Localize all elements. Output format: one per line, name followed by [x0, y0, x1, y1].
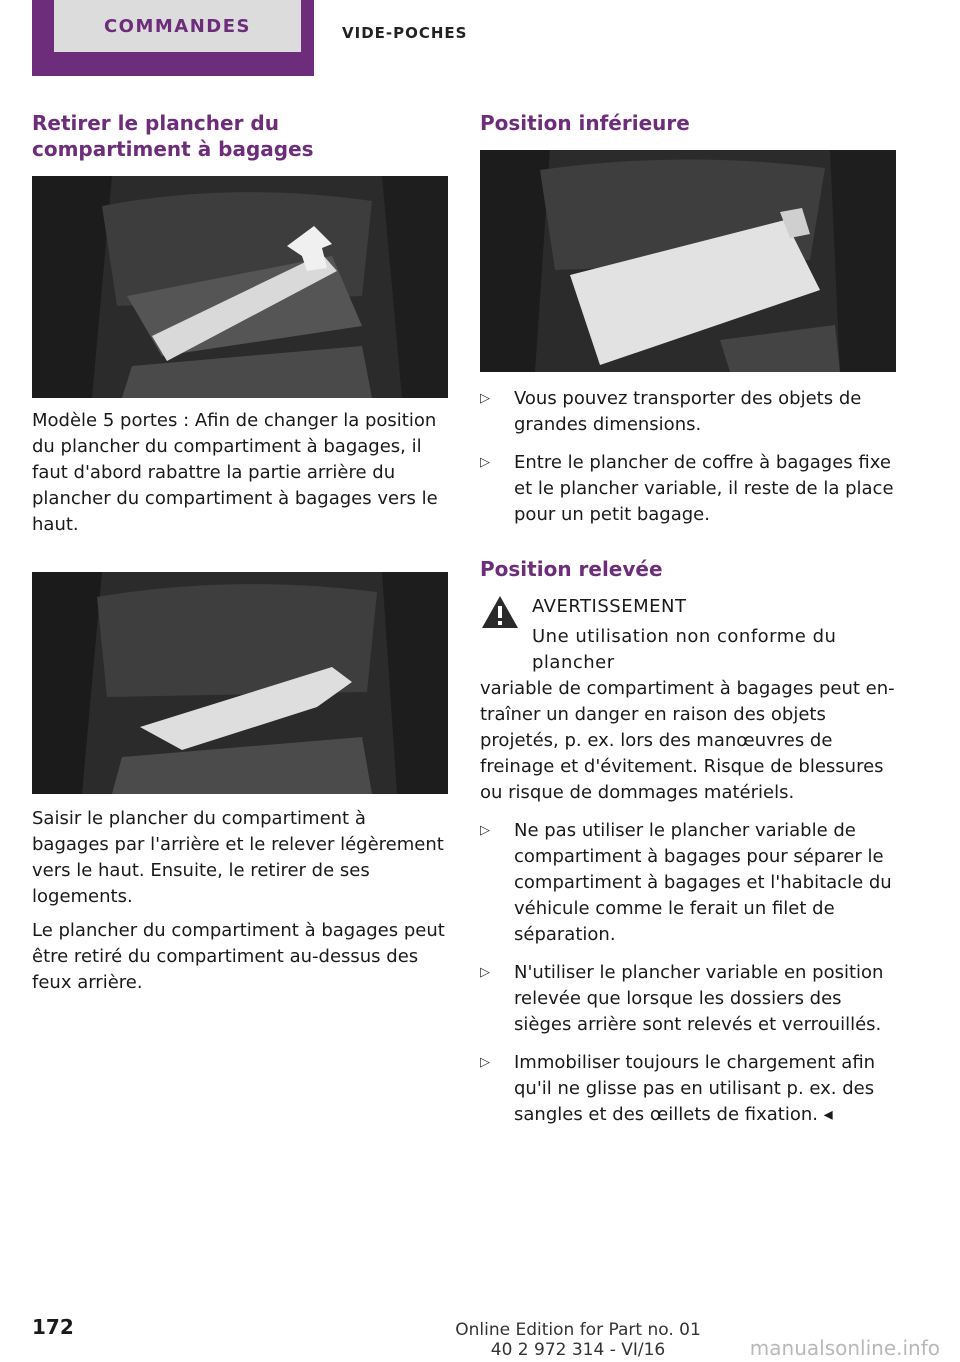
warning-text: variable de compartiment à bagages peut entraîner un danger en raison des objets projetés, p. ex. lors des manœuvres de freinage et d'évitement. Risque de blessures ou risque de dommages matériels.: [480, 678, 895, 803]
warning-triangle-icon: [480, 594, 520, 630]
warning-block: [480, 594, 896, 806]
photo-trunk-floor-lifted: [32, 176, 448, 398]
chapter-tab-label-box: [54, 0, 301, 52]
para-remove-above-lights: Le plancher du compartiment à bagages peut être retiré du compartiment au-dessus des feux arrière.: [32, 920, 445, 993]
photo-lower-position: [480, 150, 896, 372]
chapter-tab-label: COMMANDES: [103, 15, 252, 37]
warning-title: AVERTISSEMENT: [532, 596, 687, 617]
triangle-bullet-icon: ▷: [480, 455, 490, 470]
list-item: ▷ N'utiliser le plancher variable en position relevée que lorsque les dossiers des sièges arrière sont relevés et verrouillés.: [480, 962, 884, 1035]
heading-lower-position: Position inférieure: [480, 111, 690, 135]
warning-first-line: Une utilisation non conforme du plancher: [532, 626, 837, 673]
list-item: ▷ Ne pas utiliser le plancher variable de compartiment à bagages pour séparer le compartiment à bagages et l'habitacle du véhicule comme le ferait un filet de séparation.: [480, 820, 892, 945]
list-item: ▷ Immobiliser toujours le chargement afin qu'il ne glisse pas en utilisant p. ex. des sangles et des œillets de fixation. ◂: [480, 1052, 876, 1125]
page-number: 172: [32, 1315, 74, 1339]
watermark: manualsonline.info: [749, 1336, 940, 1360]
edition-footer: Online Edition for Part no. 01 40 2 972 314 - VI/16: [455, 1320, 701, 1360]
photo-trunk-floor-grab: [32, 572, 448, 794]
para-5-door-model: Modèle 5 portes : Afin de changer la position du plancher du compartiment à bagages, il faut d'abord rabattre la partie arrière du plancher du compartiment à bagages vers le haut.: [32, 410, 438, 535]
right-column: [480, 110, 896, 1140]
triangle-bullet-icon: ▷: [480, 1055, 490, 1070]
heading-remove-floor: Retirer le plancher du compartiment à bagages: [32, 111, 314, 161]
triangle-bullet-icon: ▷: [480, 391, 490, 406]
left-column: [32, 110, 448, 996]
triangle-bullet-icon: ▷: [480, 823, 490, 838]
bullets-raised-position: [480, 818, 896, 1128]
para-grab-floor: Saisir le plancher du compartiment à bagages par l'arrière et le relever légèrement vers le haut. Ensuite, le retirer de ses logements.: [32, 808, 444, 907]
list-item: ▷ Entre le plancher de coffre à bagages fixe et le plancher variable, il reste de la place pour un petit bagage.: [480, 452, 894, 525]
bullets-lower-position: [480, 386, 896, 528]
triangle-bullet-icon: ▷: [480, 965, 490, 980]
chapter-tab[interactable]: [32, 0, 314, 76]
section-tab[interactable]: VIDE-POCHES: [342, 24, 468, 42]
heading-raised-position: Position relevée: [480, 557, 663, 581]
list-item: ▷ Vous pouvez transporter des objets de grandes dimensions.: [480, 388, 862, 435]
